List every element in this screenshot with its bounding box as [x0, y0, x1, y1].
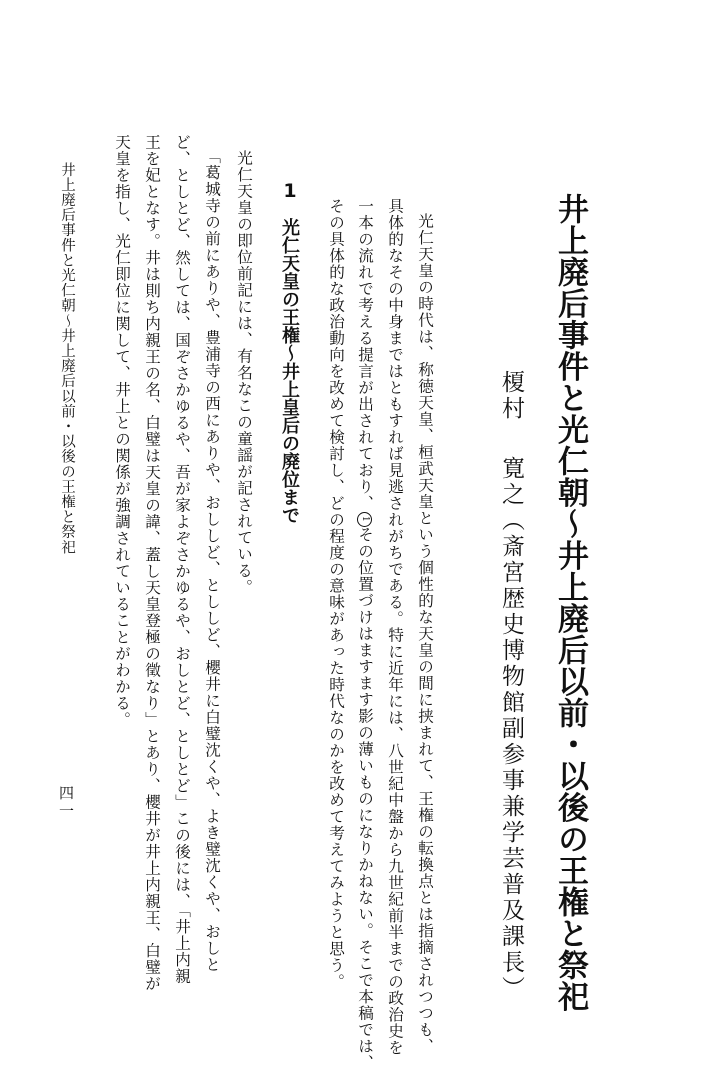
- footnote-marker[interactable]: 1: [357, 512, 372, 527]
- running-title: 井上廃后事件と光仁朝〜井上廃后以前・以後の王権と祭祀: [57, 162, 78, 555]
- section-line-2: 「葛城寺の前にありや、豊浦寺の西にありや、おししど、とししど、櫻井に白璧沈くや、よき璧沈くや、おしと: [201, 148, 223, 973]
- author-family-name: 榎村: [498, 370, 524, 422]
- author-name-gap: [511, 422, 512, 456]
- intro-line-3-end: その位置づけはますます影の薄いものになりかねない。そこで本稿では、: [356, 527, 374, 1071]
- section-line-5: 天皇を指し、光仁即位に関して、井上との関係が強調されていることがわかる。: [111, 134, 133, 728]
- section-number: 1: [279, 180, 301, 202]
- article-title: 井上廃后事件と光仁朝〜井上廃后以前・以後の王権と祭祀: [548, 193, 593, 1012]
- section-line-4: 王を妃となす。井は則ち内親王の名、白璧は天皇の諱、蓋し天皇登極の徵なり」とあり、櫻井が井上内親王、白璧が: [141, 134, 163, 992]
- intro-line-3-start: 一本の流れで考える提言が出されており、: [356, 198, 374, 512]
- intro-line-1: 光仁天皇の時代は、称徳天皇、桓武天皇という個性的な天皇の間に挟まれて、王権の転換点とは指摘されつつも、: [414, 213, 436, 1055]
- author-given-name: 寛之: [498, 456, 524, 508]
- intro-line-3: [354, 198, 376, 1071]
- page-number: 四一: [56, 785, 77, 821]
- author-line: [495, 370, 528, 1002]
- intro-line-4: その具体的な政治動向を改めて検討し、どの程度の意味があった時代なのかを改めて考えてみようと思う。: [325, 198, 347, 990]
- intro-line-2: 具体的なその中身まではともすれば見逃されがちである。特に近年には、八世紀中盤から九世紀前半までの政治史を: [384, 198, 406, 1056]
- section-line-3: ど、としとど、然しては、国ぞさかゆるや、吾が家よぞさかゆるや、おしとど、としとど」この後には、「井上内親: [171, 134, 193, 984]
- author-affiliation: （斎宮歴史博物館副参事兼学芸普及課長）: [498, 508, 524, 1002]
- section-line-1: 光仁天皇の即位前記には、有名なこの童謡が記されている。: [233, 150, 255, 596]
- section-title: 光仁天皇の王権〜井上皇后の廃位まで: [276, 218, 302, 524]
